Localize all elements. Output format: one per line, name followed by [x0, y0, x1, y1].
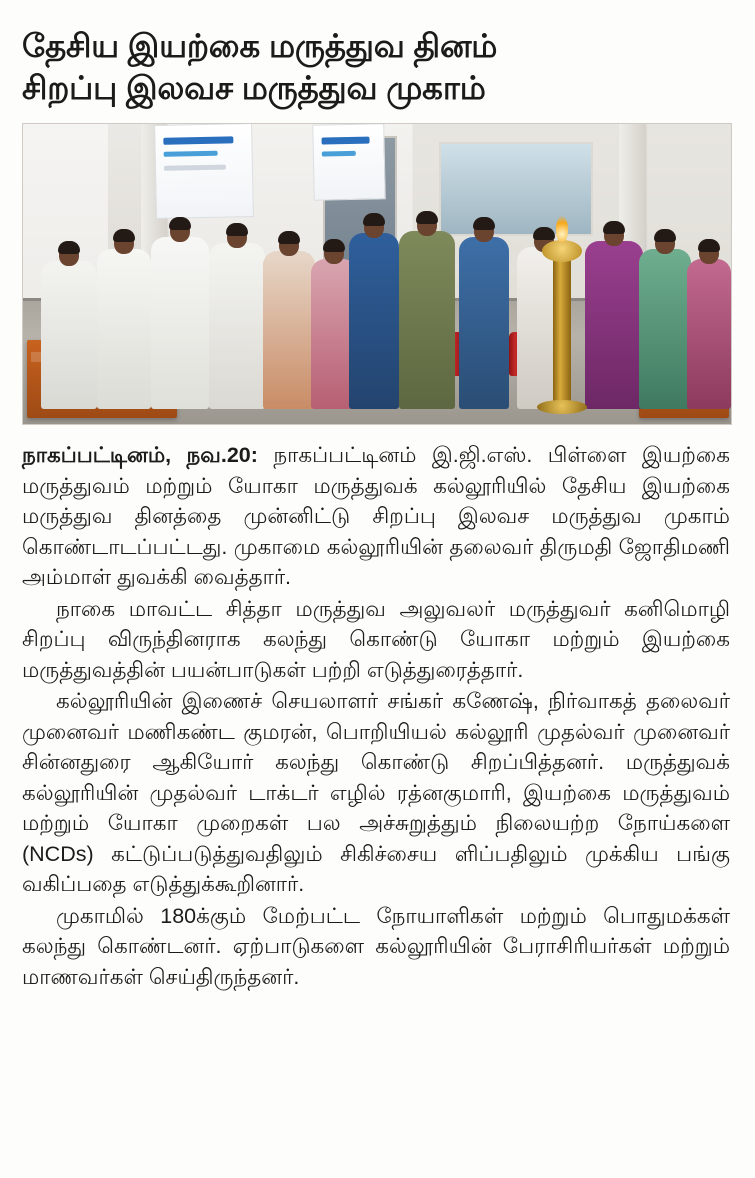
photo-window [439, 142, 593, 236]
photo-person [459, 237, 509, 409]
photo-person [399, 231, 455, 409]
banner-stripe-1 [163, 137, 233, 145]
paragraph-1 [22, 440, 730, 593]
photo-person [209, 243, 265, 409]
event-banner-secondary [312, 123, 386, 200]
banner-stripe-2 [322, 151, 356, 157]
paragraph-1-text: நாகப்பட்டினம் இ.ஜி.எஸ். பிள்ளை இயற்கை மருத்துவம் மற்றும் யோகா மருத்துவக் கல்லூரியில் தேசிய இயற்கை மருத்துவ தினத்தை முன்னிட்டு சிறப்பு இலவச மருத்துவ முகாம் கொண்டாடப்பட்டது. முகாமை கல்லூரியின் தலைவர் திருமதி ஜோதிமணி அம்மாள் துவக்கி வைத்தார். [22, 443, 730, 590]
banner-stripe-1 [321, 137, 369, 145]
page-title [22, 26, 733, 109]
article-photo [22, 123, 732, 425]
brass-lamp [553, 256, 571, 406]
photo-person [687, 259, 731, 409]
photo-person [41, 261, 97, 409]
dateline: நாகப்பட்டினம், நவ.20: [22, 443, 258, 468]
banner-stripe-3 [164, 165, 226, 171]
headline-line-1: தேசிய இயற்கை மருத்துவ தினம் [22, 28, 498, 64]
photo-person [349, 233, 399, 409]
paragraph-2: நாகை மாவட்ட சித்தா மருத்துவ அலுவலர் மருத்துவர் கனிமொழி சிறப்பு விருந்தினராக கலந்து கொண்டு யோகா மற்றும் இயற்கை மருத்துவத்தின் பயன்பாடுகள் பற்றி எடுத்துரைத்தார். [22, 596, 730, 682]
article-body [22, 440, 730, 992]
lamp-flame [556, 216, 568, 242]
paragraph-4: முகாமில் 180க்கும் மேற்பட்ட நோயாளிகள் மற்றும் பொதுமக்கள் கலந்து கொண்டனர். ஏற்பாடுகளை கல்லூரியின் பேராசிரியர்கள் மற்றும் மாணவர்கள் செய்திருந்தனர். [22, 903, 730, 989]
photo-person [263, 251, 315, 409]
photo-person [151, 237, 209, 409]
event-banner [154, 123, 254, 219]
photo-person [639, 249, 691, 409]
headline-line-2: சிறப்பு இலவச மருத்துவ முகாம் [22, 69, 486, 106]
paragraph-3: கல்லூரியின் இணைச் செயலாளர் சங்கர் கணேஷ், நிர்வாகத் தலைவர் முனைவர் மணிகண்ட குமரன், பொறியியல் கல்லூரி முதல்வர் முனைவர் சின்னதுரை ஆகியோர் கலந்து கொண்டு சிறப்பித்தனர். மருத்துவக் கல்லூரியின் முதல்வர் டாக்டர் எழில் ரத்னகுமாரி, இயற்கை மருத்துவம் மற்றும் யோகா முறைகள் பல அச்சுறுத்தும் நிலையற்ற நோய்களை (NCDs) கட்டுப்படுத்துவதிலும் சிகிச்சைய ளிப்பதிலும் முக்கிய பங்கு வகிப்பதை எடுத்துக்கூறினார். [22, 689, 730, 897]
photo-person [97, 249, 151, 409]
banner-stripe-2 [164, 151, 218, 157]
photo-person [585, 241, 643, 409]
